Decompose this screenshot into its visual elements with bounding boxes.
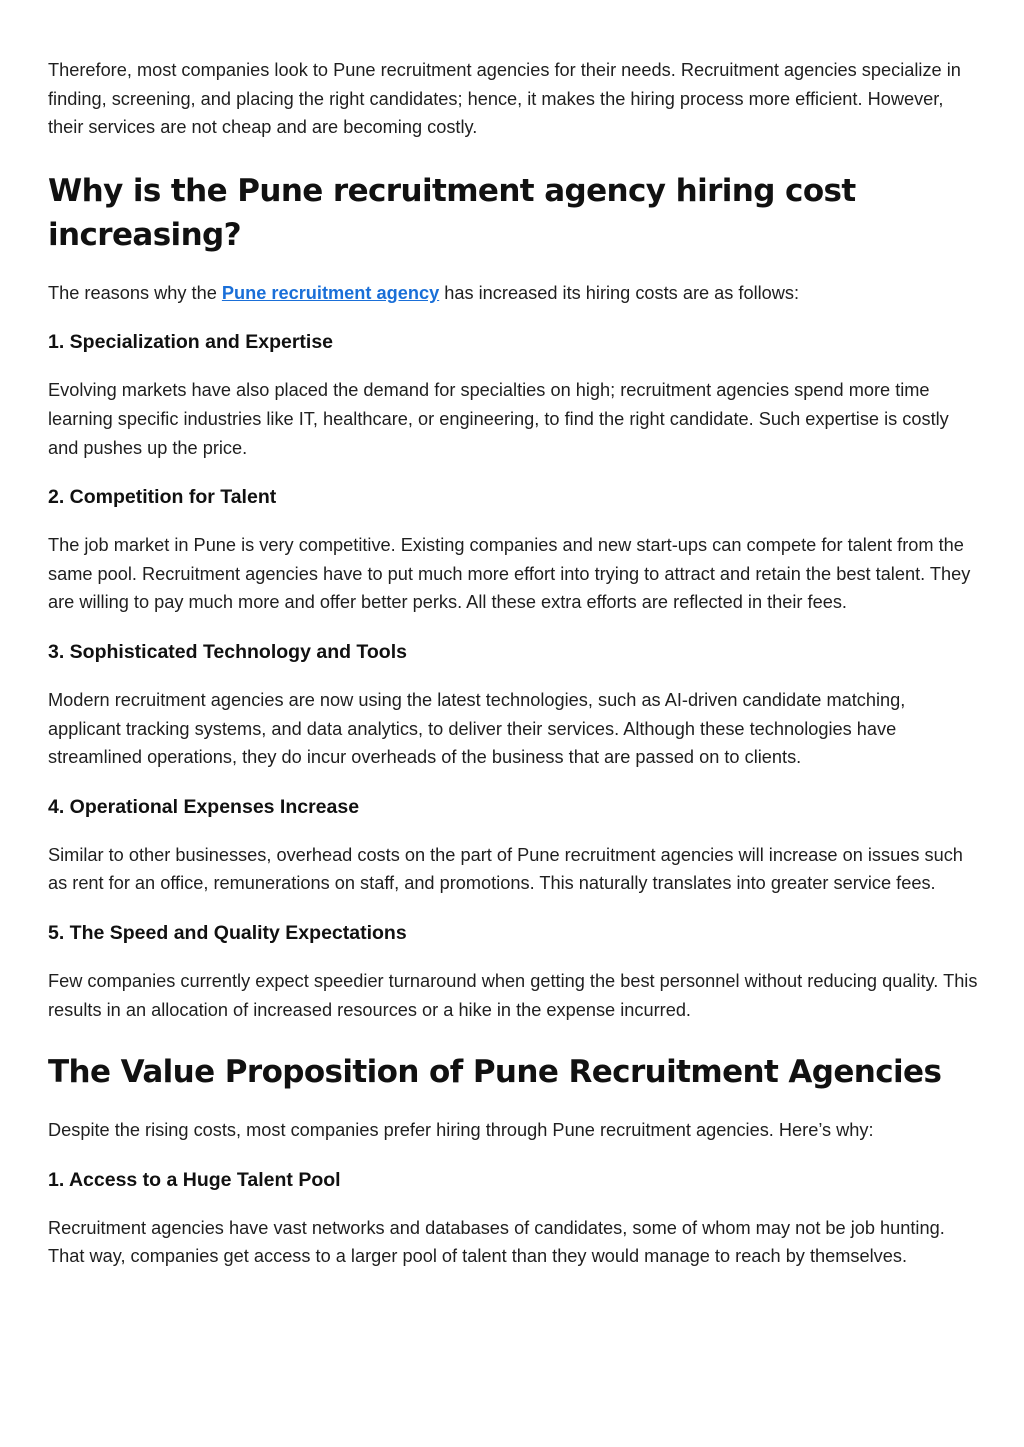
value-intro-paragraph: Despite the rising costs, most companies prefer hiring through Pune recruitment agencies. Here’s why: <box>48 1120 874 1141</box>
reason-body-competition: The job market in Pune is very competitive. Existing companies and new start-ups can compete for talent from the same pool. Recruitment agencies have to put much more effort into trying to attract and retain the best talent. They are willing to pay much more and offer better perks. All these extra efforts are reflected in their fees. <box>48 535 971 613</box>
value-body-talent-pool: Recruitment agencies have vast networks and databases of candidates, some of whom may not be job hunting. That way, companies get access to a larger pool of talent than they would manage to reach by themselves. <box>48 1217 945 1267</box>
reason-heading-technology: 3. Sophisticated Technology and Tools <box>48 640 407 663</box>
reason-body-speed-quality: Few companies currently expect speedier turnaround when getting the best personnel without reducing quality. This results in an allocation of increased resources or a hike in the expense incurred. <box>48 970 978 1020</box>
reason-body-specialization: Evolving markets have also placed the demand for specialties on high; recruitment agencies spend more time learning specific industries like IT, healthcare, or engineering, to find the right candidate. Such expertise is costly and pushes up the price. <box>48 380 949 458</box>
reason-heading-speed-quality: 5. The Speed and Quality Expectations <box>48 921 407 944</box>
section-heading-why-cost-increasing: Why is the Pune recruitment agency hiring cost increasing? <box>48 172 856 253</box>
pune-recruitment-agency-link[interactable]: Pune recruitment agency <box>221 282 440 303</box>
reason-heading-specialization: 1. Specialization and Expertise <box>48 331 334 354</box>
value-heading-talent-pool: 1. Access to a Huge Talent Pool <box>48 1168 341 1191</box>
reason-heading-operational-expenses: 4. Operational Expenses Increase <box>48 795 360 818</box>
intro-paragraph: Therefore, most companies look to Pune recruitment agencies for their needs. Recruitment agencies specialize in finding, screening, and placing the right candidates; hence, it makes the hiring process more efficient. However, their services are not cheap and are becoming costly. <box>48 60 961 138</box>
reason-body-technology: Modern recruitment agencies are now using the latest technologies, such as AI-driven candidate matching, applicant tracking systems, and data analytics, to deliver their services. Although these technologies have streamlined operations, they do incur overheads of the business that are passed on to clients. <box>48 689 906 768</box>
reason-body-operational-expenses: Similar to other businesses, overhead costs on the part of Pune recruitment agencies will increase on issues such as rent for an office, remunerations on staff, and promotions. This naturally translates into greater service fees. <box>48 844 963 894</box>
reason-heading-competition: 2. Competition for Talent <box>48 486 277 509</box>
why-intro-text-after: has increased its hiring costs are as follows: <box>439 282 800 303</box>
document-page <box>48 56 978 1271</box>
why-intro-text-before: The reasons why the <box>48 282 222 303</box>
why-intro-paragraph <box>48 279 978 308</box>
section-heading-value-proposition: The Value Proposition of Pune Recruitment Agencies <box>48 1054 942 1091</box>
